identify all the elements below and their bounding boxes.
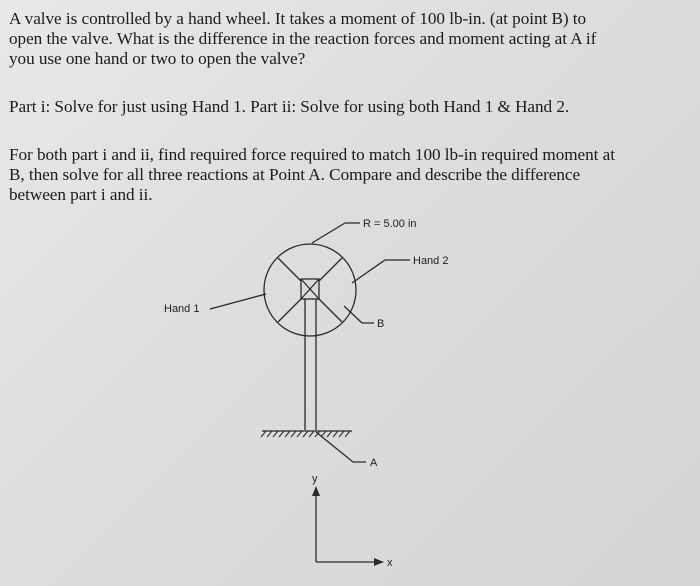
x-axis-label: x	[387, 557, 393, 569]
point-b-label: B	[377, 318, 385, 330]
point-a-leader	[316, 432, 366, 462]
point-a-label: A	[370, 457, 378, 469]
instruction-line-2: B, then solve for all three reactions at Point A. Compare and describe the difference	[9, 165, 581, 184]
ground-hatching	[261, 431, 350, 437]
parts-line: Part i: Solve for just using Hand 1. Part ii: Solve for using both Hand 1 & Hand 2.	[9, 97, 570, 116]
x-axis-arrowhead	[374, 558, 384, 566]
instruction-line-1: For both part i and ii, find required force required to match 100 lb-in required moment at	[9, 145, 615, 164]
instruction-line-3: between part i and ii.	[9, 185, 153, 204]
y-axis-arrowhead	[312, 486, 320, 496]
hand1-label: Hand 1	[164, 303, 200, 315]
y-axis-label: y	[312, 473, 318, 485]
hand2-leader	[352, 260, 410, 283]
hand1-leader	[210, 294, 266, 309]
hand2-label: Hand 2	[413, 255, 449, 267]
radius-leader	[312, 223, 360, 243]
radius-label: R = 5.00 in	[363, 218, 417, 230]
problem-line-2: open the valve. What is the difference in the reaction forces and moment acting at A if	[9, 29, 597, 48]
problem-line-3: you use one hand or two to open the valve?	[9, 49, 306, 68]
problem-line-1: A valve is controlled by a hand wheel. It takes a moment of 100 lb-in. (at point B) to	[9, 9, 587, 28]
